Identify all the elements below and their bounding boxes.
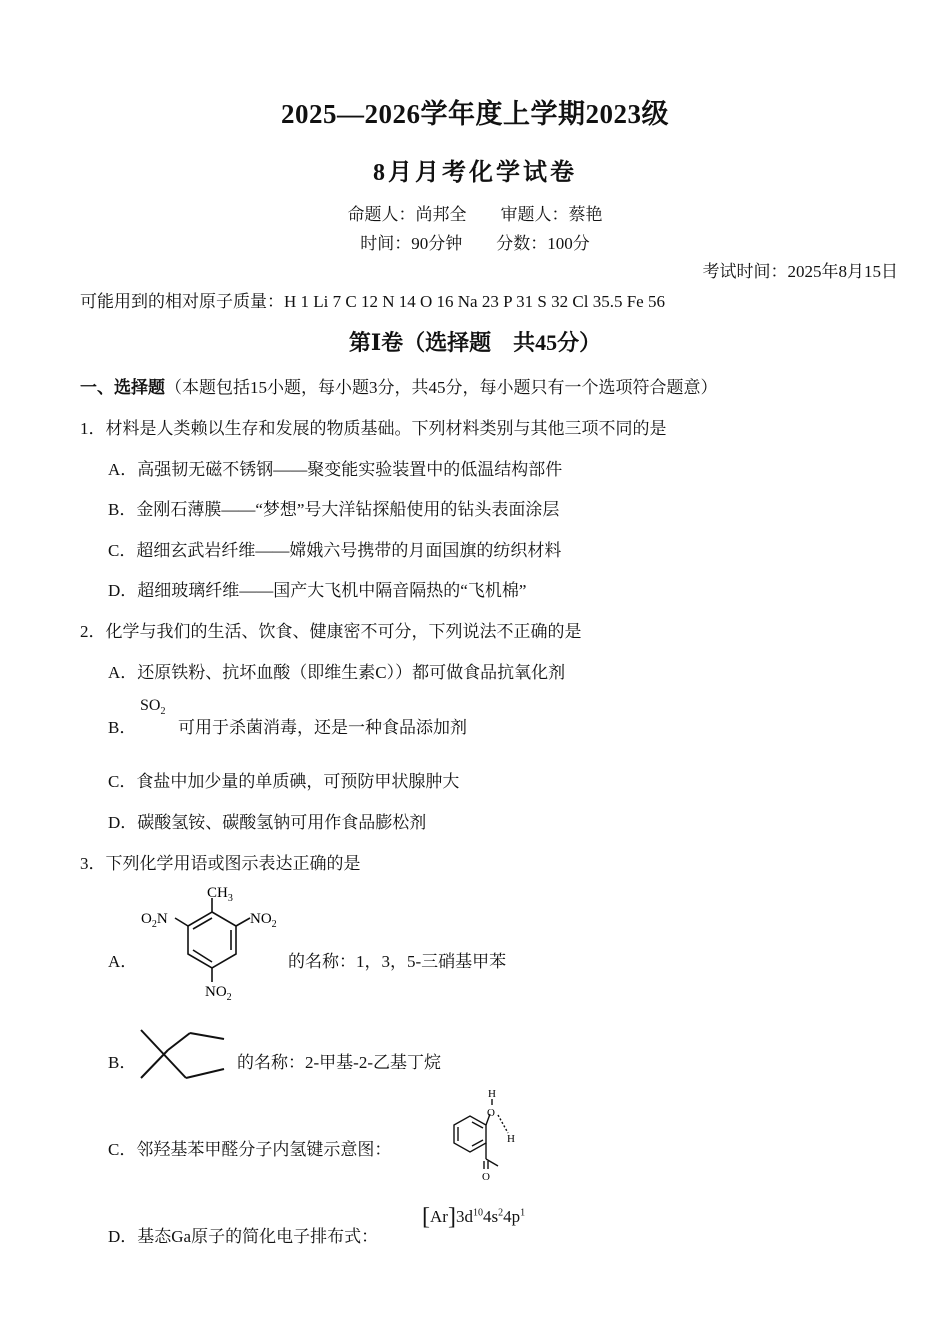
hydroxyl-h-label: H — [488, 1088, 496, 1100]
question-2-option-d: D．碳酸氢铵、碳酸氢钠可用作食品膨松剂 — [108, 813, 427, 832]
question-3-option-c-text: C．邻羟基苯甲醛分子内氢键示意图： — [108, 1140, 392, 1159]
time-score-line: 时间：90分钟 分数：100分 — [360, 234, 590, 253]
question-3-option-d-text: D．基态Ga原子的简化电子排布式： — [108, 1227, 379, 1246]
question-1-option-c: C．超细玄武岩纤维——嫦娥六号携带的月面国旗的纺织材料 — [108, 541, 562, 560]
question-2-option-a: A．还原铁粉、抗坏血酸（即维生素C））都可做食品抗氧化剂 — [108, 663, 566, 682]
question-3-option-a-label: A． — [108, 952, 138, 971]
question-3-option-b-text: 的名称：2-甲基-2-乙基丁烷 — [237, 1053, 441, 1072]
question-2-stem: 2．化学与我们的生活、饮食、健康密不可分，下列说法不正确的是 — [80, 622, 582, 641]
ga-electron-configuration: $[Ar]3d^{10}4s^24p^1$ — [422, 1204, 526, 1230]
section-title: 第Ⅰ卷（选择题 共45分） — [348, 330, 602, 355]
question-1-option-a: A．高强韧无磁不锈钢——聚变能实验装置中的低温结构部件 — [108, 460, 563, 479]
authors-line: 命题人：尚邦全 审题人：蔡艳 — [347, 205, 603, 224]
nitro-bottom-label: $NO_2$ — [205, 984, 232, 1003]
nitro-left-label: $O_2N$ — [141, 911, 168, 930]
question-2-option-b-text: 可用于杀菌消毒，还是一种食品添加剂 — [178, 718, 467, 737]
question-1-option-b: B．金刚石薄膜——“梦想”号大洋钻探船使用的钻头表面涂层 — [108, 500, 560, 519]
exam-subtitle: 8月月考化学试卷 — [373, 160, 577, 186]
hydroxyl-o-label: O — [487, 1107, 495, 1119]
so2-formula: $SO_2$ — [140, 697, 166, 718]
question-1-option-d: D．超细玻璃纤维——国产大飞机中隔音隔热的“飞机棉” — [108, 581, 527, 600]
trinitrotoluene-structure — [135, 880, 295, 1005]
hydroxybenzaldehyde-structure — [432, 1085, 522, 1183]
aldehyde-o-label: O — [482, 1171, 490, 1183]
nitro-right-label: $NO_2$ — [250, 911, 277, 930]
exam-date: 考试时间：2025年8月15日 — [702, 262, 898, 281]
atomic-masses: 可能用到的相对原子质量：H 1 Li 7 C 12 N 14 O 16 Na 23 P 31 S 32 Cl 35.5 Fe 56 — [80, 292, 665, 311]
aldehyde-h-label: H — [507, 1133, 515, 1145]
skeletal-structure-b — [138, 1025, 230, 1085]
question-2-option-c: C．食盐中加少量的单质碘，可预防甲状腺肿大 — [108, 772, 460, 791]
part-heading — [80, 373, 718, 398]
question-1-stem: 1．材料是人类赖以生存和发展的物质基础。下列材料类别与其他三项不同的是 — [80, 419, 667, 438]
question-3-stem: 3．下列化学用语或图示表达正确的是 — [80, 854, 361, 873]
part-label: 一、选择题 — [80, 378, 165, 397]
exam-title: 2025—2026学年度上学期2023级 — [281, 99, 669, 129]
part-description: （本题包括15小题，每小题3分，共45分，每小题只有一个选项符合题意） — [165, 378, 718, 397]
question-2-option-b-label: B． — [108, 718, 137, 737]
question-3-option-a-text: 的名称：1，3，5-三硝基甲苯 — [288, 952, 507, 971]
question-3-option-b-label: B． — [108, 1053, 137, 1072]
methyl-label: $CH_3$ — [207, 885, 233, 904]
